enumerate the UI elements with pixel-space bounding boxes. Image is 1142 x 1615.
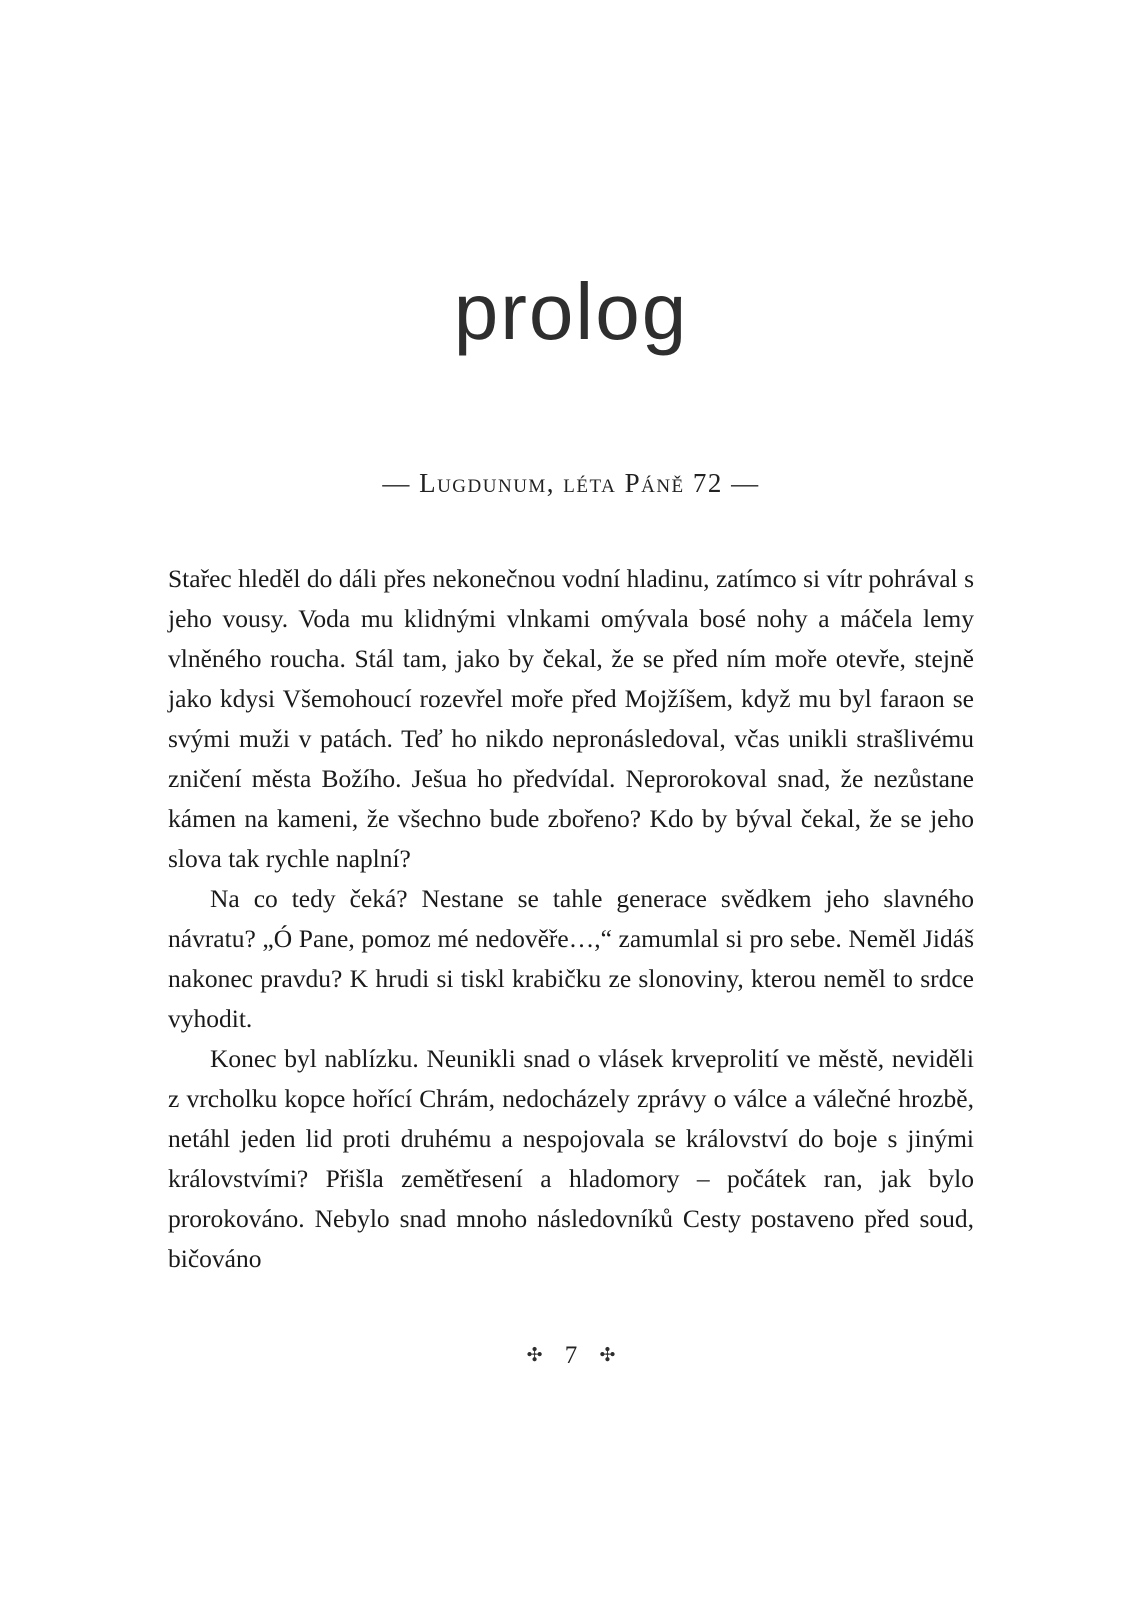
body-text	[168, 559, 974, 1279]
body-paragraph: Na co tedy čeká? Nestane se tahle generace svědkem jeho slavného návratu? „Ó Pane, pomoz mé nedověře…,“ zamumlal si pro sebe. Neměl Jidáš nakonec pravdu? K hrudi si tiskl krabičku ze slonoviny, kterou neměl to srdce vyhodit.	[168, 884, 974, 1033]
section-heading: — Lugdunum, léta Páně 72 —	[382, 468, 760, 498]
body-paragraph: Stařec hleděl do dáli přes nekonečnou vodní hladinu, zatímco si vítr pohrával s jeho vousy. Voda mu klidnými vlnkami omývala bosé nohy a máčela lemy vlněného roucha. Stál tam, jako by čekal, že se před ním moře otevře, stejně jako kdysi Všemohoucí rozevřel moře před Mojžíšem, když mu byl faraon se svými muži v patách. Teď ho nikdo nepronásledoval, včas unikli strašlivému zničení města Božího. Ješua ho předvídal. Neprorokoval snad, že nezůstane kámen na kameni, že všechno bude zbořeno? Kdo by býval čekal, že se jeho slova tak rychle naplní?	[168, 564, 974, 873]
body-paragraph: Konec byl nablízku. Neunikli snad o vlásek krveprolití ve městě, neviděli z vrcholku kopce hořící Chrám, nedocházely zprávy o válce a válečné hrozbě, netáhl jeden lid proti druhému a nespojovala se království do boje s jinými královstvími? Přišla zemětřesení a hladomory – počátek ran, jak bylo prorokováno. Nebylo snad mnoho následovníků Cesty postaveno před soud, bičováno	[168, 1044, 974, 1273]
chapter-title: prolog	[453, 267, 689, 356]
page-number: 7	[564, 1342, 578, 1369]
footer-ornament-icon: ✣	[599, 1344, 616, 1366]
footer-ornament-icon: ✣	[526, 1344, 543, 1366]
page-footer	[0, 1342, 1142, 1370]
